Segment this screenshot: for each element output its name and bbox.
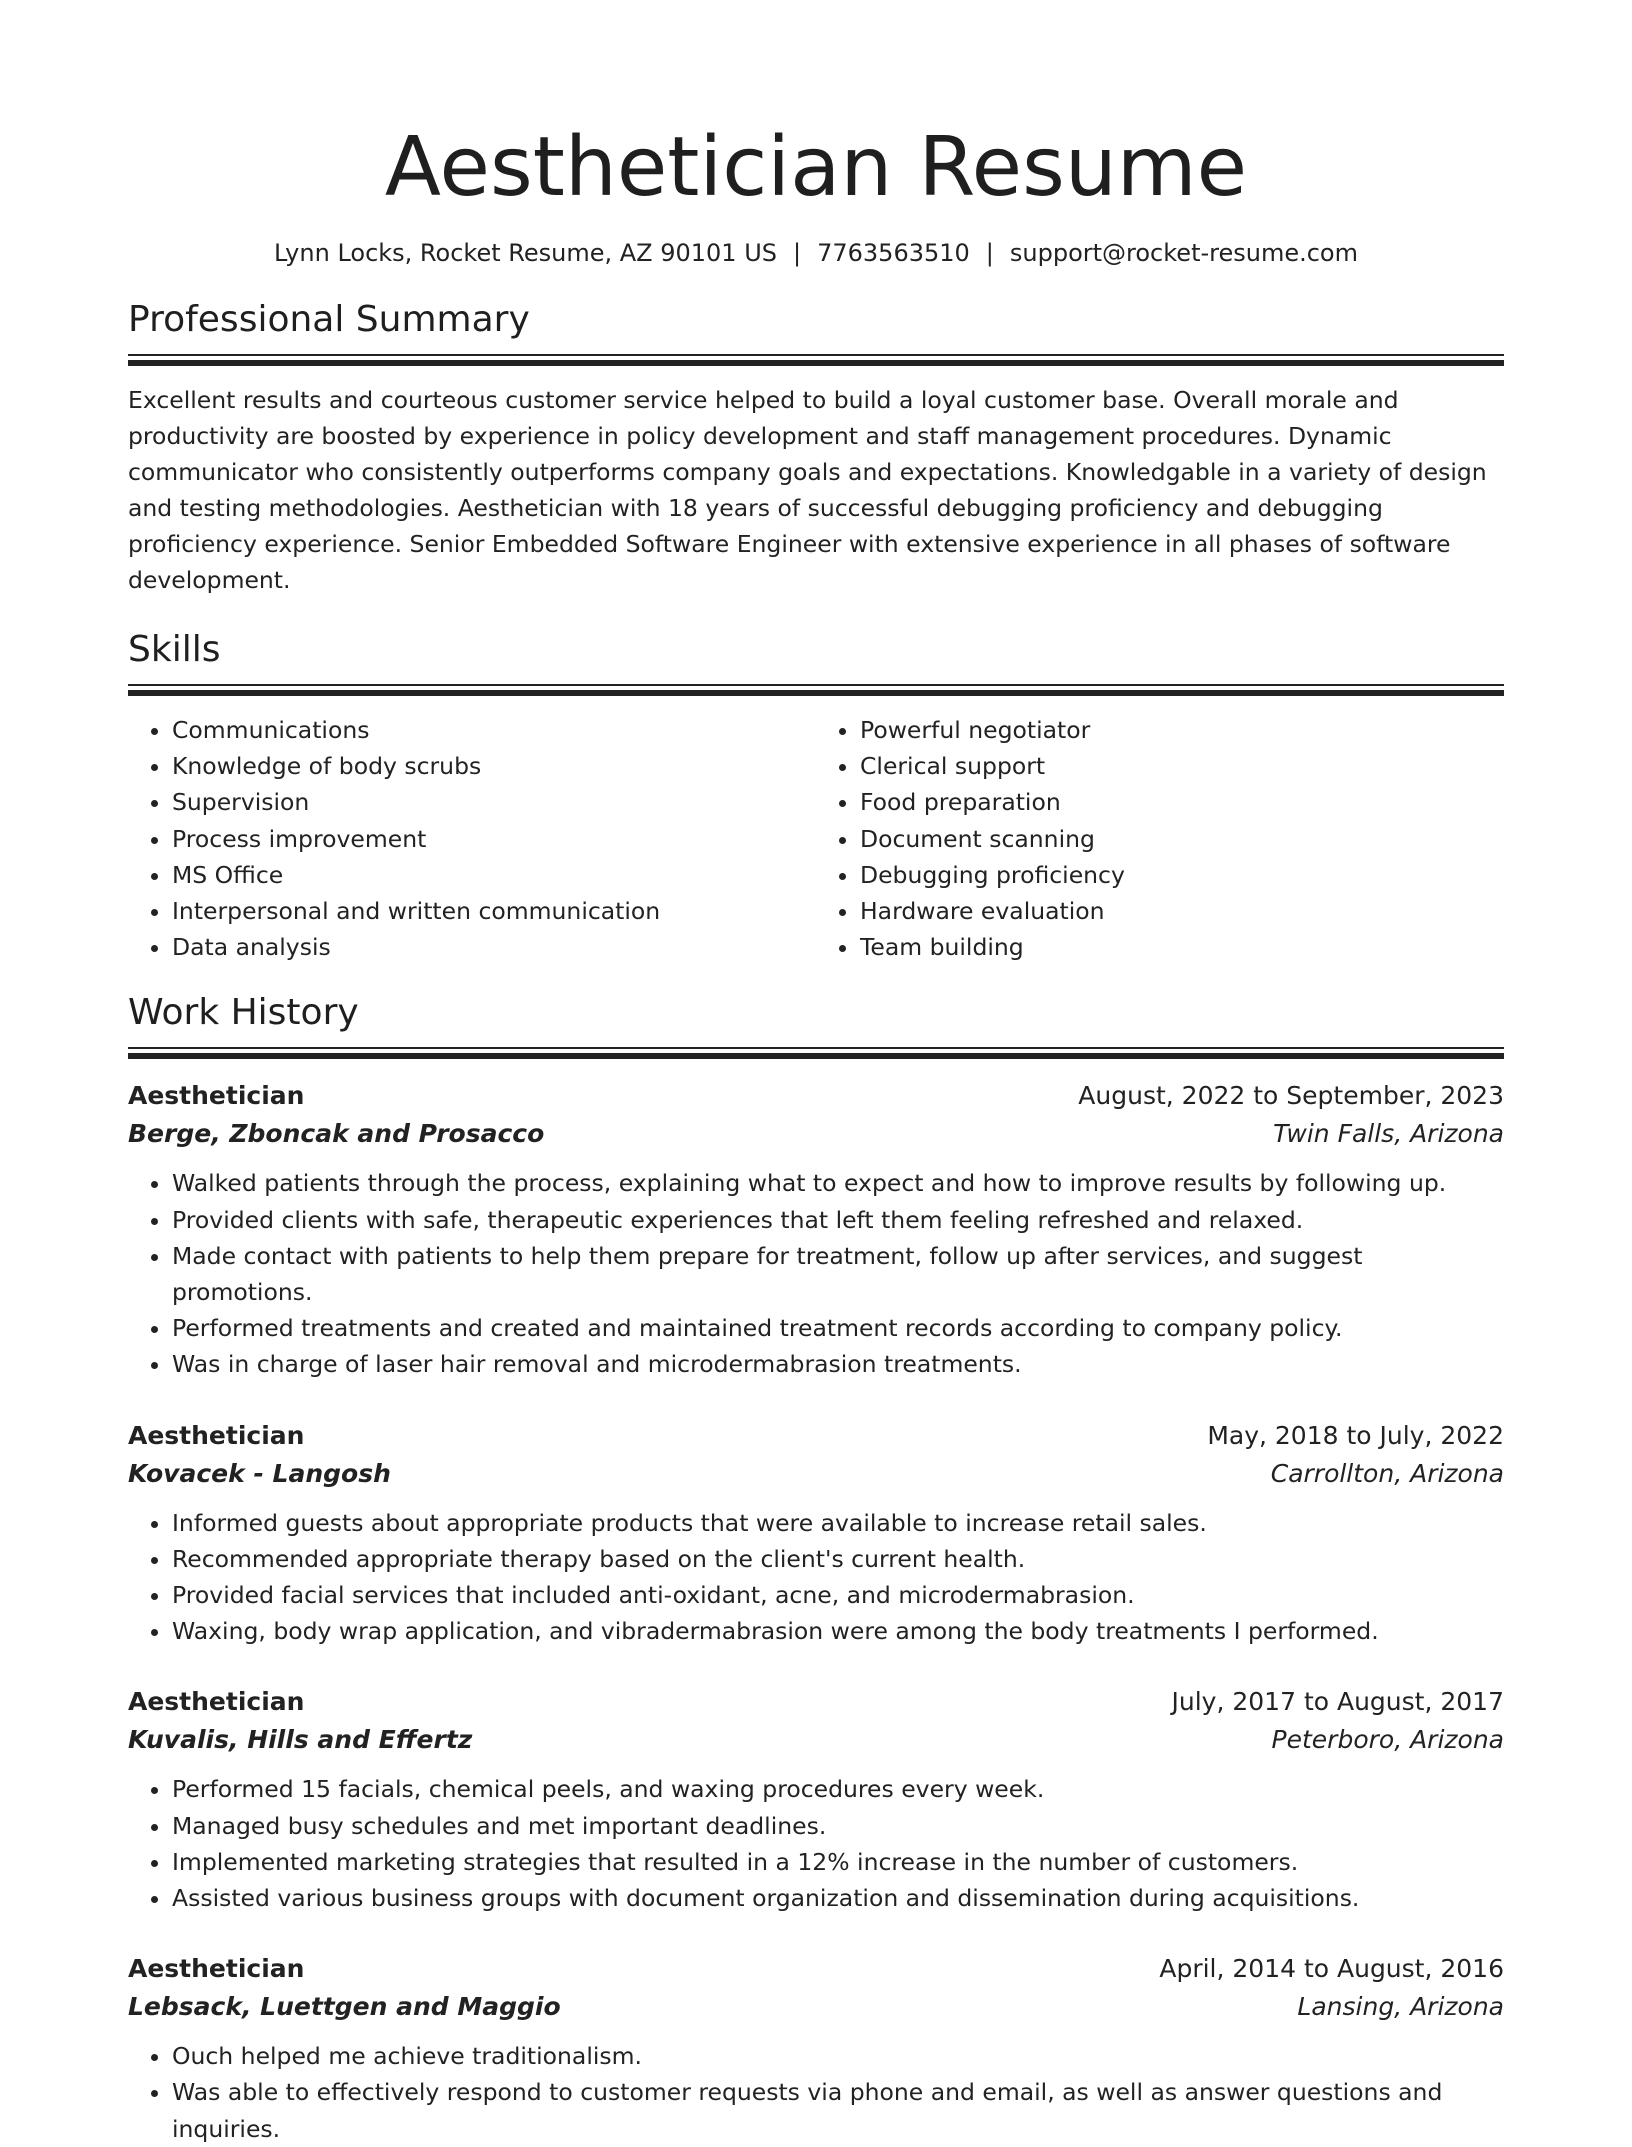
duty-item: • Performed 15 facials, chemical peels, and waxing procedures every week. (172, 1771, 1504, 1807)
job-company: Kuvalis, Hills and Effertz (128, 1725, 473, 1755)
job-company: Lebsack, Luettgen and Maggio (128, 1992, 561, 2022)
work-history-section (128, 991, 1504, 2146)
job-location: Lansing, Arizona (1297, 1992, 1504, 2022)
skill-item: • Process improvement (172, 821, 816, 857)
job-location: Carrollton, Arizona (1270, 1458, 1504, 1488)
job-location: Peterboro, Arizona (1271, 1725, 1504, 1755)
job-location: Twin Falls, Arizona (1273, 1119, 1504, 1149)
resume-page (128, 0, 1504, 2147)
skill-item: • Food preparation (860, 784, 1504, 820)
skill-item: • Team building (860, 929, 1504, 965)
job-entry (128, 1077, 1504, 1382)
job-header (128, 1417, 1504, 1455)
job-title: Aesthetician (128, 1081, 305, 1111)
contact-email: support@rocket-resume.com (1009, 239, 1358, 267)
section-divider (128, 1047, 1504, 1059)
skills-grid (128, 712, 1504, 965)
job-header (128, 1950, 1504, 1988)
duty-item: • Provided clients with safe, therapeutic experiences that left them feeling refreshed and relaxed. (172, 1202, 1504, 1238)
skill-item: • Knowledge of body scrubs (172, 748, 816, 784)
job-title: Aesthetician (128, 1954, 305, 1984)
job-duties (128, 1165, 1504, 1382)
skill-item: • Hardware evaluation (860, 893, 1504, 929)
duty-item: • Waxing, body wrap application, and vibradermabrasion were among the body treatments I performed. (172, 1613, 1504, 1649)
duty-item: • Made contact with patients to help them prepare for treatment, follow up after services, and suggest promotions. (172, 1238, 1504, 1310)
duty-item: • Walked patients through the process, explaining what to expect and how to improve results by following up. (172, 1165, 1504, 1201)
job-duties (128, 1505, 1504, 1650)
skill-item: • Interpersonal and written communication (172, 893, 816, 929)
job-duties (128, 2038, 1504, 2147)
job-title: Aesthetician (128, 1420, 305, 1450)
duty-item: • Implemented marketing strategies that resulted in a 12% increase in the number of customers. (172, 1844, 1504, 1880)
job-dates: July, 2017 to August, 2017 (1171, 1687, 1504, 1717)
skill-item: • Communications (172, 712, 816, 748)
contact-line (128, 238, 1504, 268)
duty-item: • Performed treatments and created and maintained treatment records according to company policy. (172, 1310, 1504, 1346)
contact-address: Lynn Locks, Rocket Resume, AZ 90101 US (274, 239, 777, 267)
skills-section (128, 628, 1504, 965)
duty-item: • Informed guests about appropriate products that were available to increase retail sales. (172, 1505, 1504, 1541)
job-header (128, 1683, 1504, 1721)
summary-heading: Professional Summary (128, 299, 530, 340)
summary-text: Excellent results and courteous customer service helped to build a loyal customer base. Overall morale and productivity are boosted by experience in policy development and staff management procedures. Dynamic communicator who consistently outperforms company goals and expectations. Knowledgable in a variety of design and testing methodologies. Aesthetician with 18 years of successful debugging proficiency and debugging proficiency experience. Senior Embedded Software Engineer with extensive experience in all phases of software development. (128, 386, 1487, 594)
section-divider (128, 354, 1504, 366)
duty-item: • Managed busy schedules and met important deadlines. (172, 1808, 1504, 1844)
job-dates: April, 2014 to August, 2016 (1159, 1954, 1504, 1984)
skills-heading: Skills (128, 629, 221, 670)
job-company: Kovacek - Langosh (128, 1458, 391, 1488)
job-company: Berge, Zboncak and Prosacco (128, 1119, 545, 1149)
duty-item: • Provided facial services that included anti-oxidant, acne, and microdermabrasion. (172, 1577, 1504, 1613)
skill-item: • Document scanning (860, 821, 1504, 857)
job-entry (128, 1417, 1504, 1650)
job-title: Aesthetician (128, 1687, 305, 1717)
duty-item: • Was able to effectively respond to customer requests via phone and email, as well as answer questions and inquiries. (172, 2074, 1504, 2146)
section-divider (128, 684, 1504, 696)
skills-list-right (816, 712, 1504, 965)
skill-item: • Clerical support (860, 748, 1504, 784)
skill-item: • Powerful negotiator (860, 712, 1504, 748)
skill-item: • Supervision (172, 784, 816, 820)
job-header (128, 1077, 1504, 1115)
work-history-heading: Work History (128, 992, 359, 1034)
duty-item: • Was in charge of laser hair removal and microdermabrasion treatments. (172, 1346, 1504, 1382)
duty-item: • Ouch helped me achieve traditionalism. (172, 2038, 1504, 2074)
job-dates: May, 2018 to July, 2022 (1207, 1420, 1504, 1450)
job-entry (128, 1950, 1504, 2147)
summary-section (128, 298, 1504, 598)
job-entry (128, 1683, 1504, 1916)
duty-item: • Assisted various business groups with document organization and dissemination during acquisitions. (172, 1880, 1504, 1916)
job-subheader (128, 1988, 1504, 2026)
job-subheader (128, 1115, 1504, 1153)
page-title: Aesthetician Resume (384, 120, 1248, 215)
job-duties (128, 1771, 1504, 1916)
job-subheader (128, 1455, 1504, 1493)
job-dates: August, 2022 to September, 2023 (1078, 1081, 1504, 1111)
skill-item: • Debugging proficiency (860, 857, 1504, 893)
job-subheader (128, 1721, 1504, 1759)
contact-phone: 7763563510 (817, 239, 970, 267)
contact-separator: | (985, 239, 994, 267)
skills-list-left (128, 712, 816, 965)
skill-item: • Data analysis (172, 929, 816, 965)
skill-item: • MS Office (172, 857, 816, 893)
duty-item: • Recommended appropriate therapy based on the client's current health. (172, 1541, 1504, 1577)
contact-separator: | (793, 239, 802, 267)
